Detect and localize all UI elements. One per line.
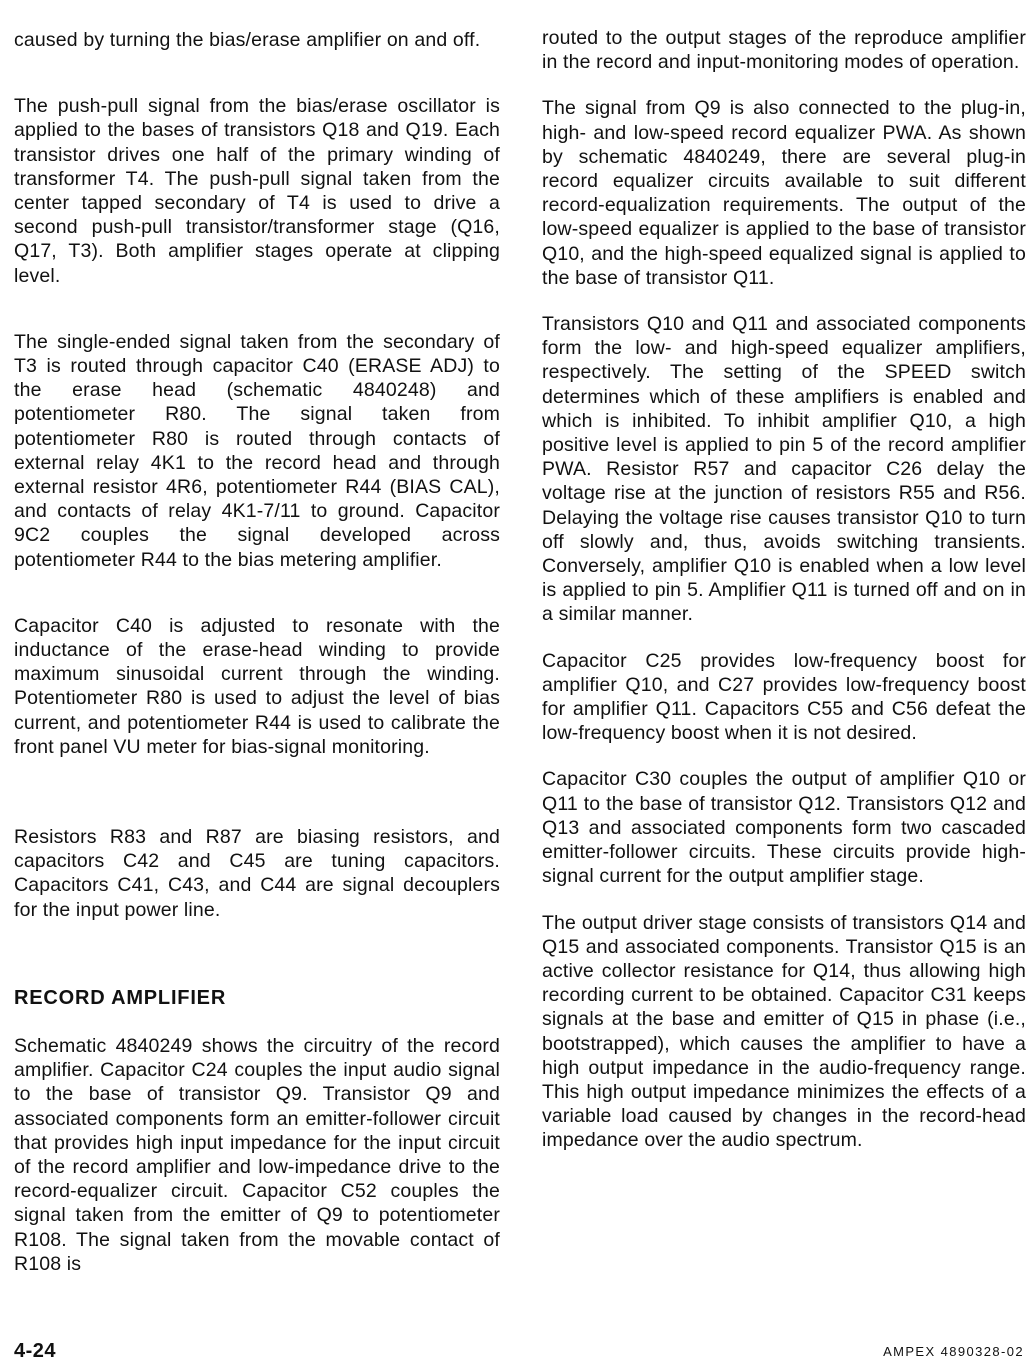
left-paragraph-3: The single-ended signal taken from the secondary of T3 is routed through capacitor C40 (ERASE ADJ) to the erase head (schematic 4840248) and potentiometer R80. The signal taken from potentiometer R80 is routed through contacts of external relay 4K1 to the record head and through external resistor 4R6, potentiometer R44 (BIAS CAL), and contacts of relay 4K1-7/11 to ground. Capacitor 9C2 couples the signal developed across potentiometer R44 to the bias metering amplifier.	[14, 330, 500, 571]
section-heading-record-amplifier: RECORD AMPLIFIER	[14, 986, 227, 1009]
left-paragraph-2: The push-pull signal from the bias/erase oscillator is applied to the bases of transistors Q18 and Q19. Each transistor drives one half of the primary winding of transformer T4. The push-pull signal taken from the center tapped secondary of T4 is used to drive a second push-pull transistor/transformer stage (Q16, Q17, T3). Both amplifier stages operate at clipping level.	[14, 95, 500, 287]
left-paragraph-4: Capacitor C40 is adjusted to resonate with the inductance of the erase-head winding to provide maximum sinusoidal current through the winding. Potentiometer R80 is used to adjust the level of bias current, and potentiometer R44 is used to calibrate the front panel VU meter for bias-signal monitoring.	[14, 614, 500, 758]
right-paragraph-3: Transistors Q10 and Q11 and associated components form the low- and high-speed equalizer amplifiers, respectively. The setting of the SPEED switch determines which of these amplifiers is enabled and which is inhibited. To inhibit amplifier Q10, a high positive level is applied to pin 5 of the record amplifier PWA. Resistor R57 and capacitor C26 delay the voltage rise at the junction of resistors R55 and R56. Delaying the voltage rise causes transistor Q10 to turn off slowly and, thus, avoids switching transients. Conversely, amplifier Q10 is enabled when a low level is applied to pin 5. Amplifier Q11 is turned off and on in a similar manner.	[542, 313, 1026, 626]
right-paragraph-4: Capacitor C25 provides low-frequency boost for amplifier Q10, and C27 provides low-frequency boost for amplifier Q11. Capacitors C55 and C56 defeat the low-frequency boost when it is not desired.	[542, 649, 1026, 745]
left-column	[14, 26, 500, 1276]
right-column	[542, 26, 1026, 1153]
right-paragraph-1: routed to the output stages of the reproduce amplifier in the record and input-monitoring modes of operation.	[542, 27, 1026, 74]
left-paragraph-6: Schematic 4840249 shows the circuitry of the record amplifier. Capacitor C24 couples the input audio signal to the base of transistor Q9. Transistor Q9 and associated components form an emitter-follower circuit that provides high input impedance for the input circuit of the record amplifier and low-impedance drive to the record-equalizer circuit. Capacitor C52 couples the signal taken from the emitter of Q9 to potentiometer R108. The signal taken from the movable contact of R108 is	[14, 1034, 500, 1275]
page-number: 4-24	[14, 1340, 57, 1362]
left-paragraph-1: caused by turning the bias/erase amplifier on and off.	[14, 29, 481, 51]
right-paragraph-5: Capacitor C30 couples the output of amplifier Q10 or Q11 to the base of transistor Q12. Transistors Q12 and Q13 and associated components form two cascaded emitter-follower circuits. These circuits provide high-signal current for the output amplifier stage.	[542, 768, 1026, 888]
right-paragraph-6: The output driver stage consists of transistors Q14 and Q15 and associated components. Transistor Q15 is an active collector resistance for Q14, thus allowing high recording current to be obtained. Capacitor C31 keeps signals at the base and emitter of Q15 in phase (i.e., bootstrapped), which causes the amplifier to have a high output impedance in the audio-frequency range. This high output impedance minimizes the effects of a variable load caused by changes in the record-head impedance over the audio spectrum.	[542, 911, 1026, 1152]
left-paragraph-5: Resistors R83 and R87 are biasing resistors, and capacitors C42 and C45 are tuning capacitors. Capacitors C41, C43, and C44 are signal decouplers for the input power line.	[14, 826, 500, 921]
document-id: AMPEX 4890328-02	[883, 1344, 1024, 1359]
right-paragraph-2: The signal from Q9 is also connected to the plug-in, high- and low-speed record equalizer PWA. As shown by schematic 4840249, there are several plug-in record equalizer circuits available to suit different record-equalization requirements. The output of the low-speed equalizer is applied to the base of transistor Q10, and the high-speed equalized signal is applied to the base of transistor Q11.	[542, 97, 1026, 289]
